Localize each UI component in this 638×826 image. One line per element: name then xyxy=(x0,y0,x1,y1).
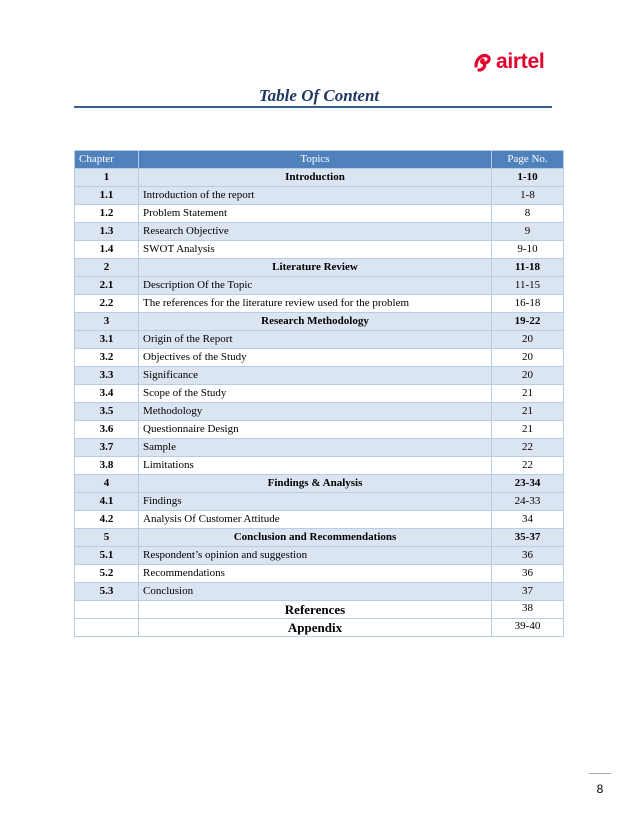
chapter-number: 1.3 xyxy=(75,223,139,241)
chapter-number: 5.2 xyxy=(75,565,139,583)
page-range: 20 xyxy=(492,367,564,385)
topic-row xyxy=(75,367,564,385)
topic-title: References xyxy=(139,601,492,619)
chapter-number: 4.1 xyxy=(75,493,139,511)
page-title: Table Of Content xyxy=(258,86,380,105)
page-range: 8 xyxy=(492,205,564,223)
chapter-number: 5.1 xyxy=(75,547,139,565)
chapter-number: 2 xyxy=(75,259,139,277)
page-range: 16-18 xyxy=(492,295,564,313)
topic-title: SWOT Analysis xyxy=(139,241,492,259)
topic-title: Conclusion xyxy=(139,583,492,601)
topic-row xyxy=(75,439,564,457)
topic-row xyxy=(75,277,564,295)
topic-title: Questionnaire Design xyxy=(139,421,492,439)
topic-row xyxy=(75,295,564,313)
page-range: 35-37 xyxy=(492,529,564,547)
chapter-row xyxy=(75,529,564,547)
title-underline xyxy=(74,106,552,108)
chapter-number: 3.7 xyxy=(75,439,139,457)
page-range: 34 xyxy=(492,511,564,529)
topic-title: Description Of the Topic xyxy=(139,277,492,295)
page-range: 1-10 xyxy=(492,169,564,187)
topic-row xyxy=(75,331,564,349)
topic-row xyxy=(75,457,564,475)
chapter-number: 3.1 xyxy=(75,331,139,349)
chapter-row xyxy=(75,259,564,277)
page-range: 21 xyxy=(492,385,564,403)
page-number-rule xyxy=(589,773,611,774)
page-range: 36 xyxy=(492,565,564,583)
chapter-number: 4 xyxy=(75,475,139,493)
chapter-number: 5 xyxy=(75,529,139,547)
topic-title: The references for the literature review used for the problem xyxy=(139,295,492,313)
page-range: 11-18 xyxy=(492,259,564,277)
chapter-row xyxy=(75,313,564,331)
chapter-number: 4.2 xyxy=(75,511,139,529)
topic-row xyxy=(75,385,564,403)
topic-title: Findings xyxy=(139,493,492,511)
topic-row xyxy=(75,205,564,223)
topic-row xyxy=(75,547,564,565)
chapter-number: 1 xyxy=(75,169,139,187)
page-range: 21 xyxy=(492,403,564,421)
page-range: 22 xyxy=(492,457,564,475)
page-range: 20 xyxy=(492,331,564,349)
chapter-number xyxy=(75,601,139,619)
page-range: 21 xyxy=(492,421,564,439)
topic-title: Recommendations xyxy=(139,565,492,583)
chapter-number xyxy=(75,619,139,637)
airtel-swirl-icon xyxy=(472,51,494,73)
page-range: 38 xyxy=(492,601,564,619)
page-range: 11-15 xyxy=(492,277,564,295)
chapter-number: 3.6 xyxy=(75,421,139,439)
topic-title: Significance xyxy=(139,367,492,385)
page-header: Page No. xyxy=(492,151,564,169)
chapter-number: 2.1 xyxy=(75,277,139,295)
chapter-number: 1.2 xyxy=(75,205,139,223)
page-range: 1-8 xyxy=(492,187,564,205)
topic-title: Research Objective xyxy=(139,223,492,241)
brand-name: airtel xyxy=(496,50,545,73)
reference-row xyxy=(75,601,564,619)
toc-table xyxy=(74,150,564,637)
topic-row xyxy=(75,493,564,511)
chapter-number: 2.2 xyxy=(75,295,139,313)
chapter-row xyxy=(75,169,564,187)
topic-title: Appendix xyxy=(139,619,492,637)
topic-row xyxy=(75,421,564,439)
page-range: 37 xyxy=(492,583,564,601)
chapter-number: 1.4 xyxy=(75,241,139,259)
topic-title: Objectives of the Study xyxy=(139,349,492,367)
reference-row xyxy=(75,619,564,637)
page-number: 8 xyxy=(596,782,604,796)
topic-title: Introduction xyxy=(139,169,492,187)
page-range: 23-34 xyxy=(492,475,564,493)
page-range: 22 xyxy=(492,439,564,457)
chapter-number: 1.1 xyxy=(75,187,139,205)
topic-row xyxy=(75,241,564,259)
chapter-number: 3 xyxy=(75,313,139,331)
topic-title: Methodology xyxy=(139,403,492,421)
chapter-row xyxy=(75,475,564,493)
topic-title: Origin of the Report xyxy=(139,331,492,349)
chapter-number: 3.2 xyxy=(75,349,139,367)
chapter-number: 3.4 xyxy=(75,385,139,403)
topic-title: Respondent’s opinion and suggestion xyxy=(139,547,492,565)
brand-logo xyxy=(472,49,544,75)
chapter-number: 3.8 xyxy=(75,457,139,475)
topic-title: Limitations xyxy=(139,457,492,475)
topic-title: Analysis Of Customer Attitude xyxy=(139,511,492,529)
toc-header-row xyxy=(75,151,564,169)
page-range: 24-33 xyxy=(492,493,564,511)
topic-row xyxy=(75,187,564,205)
page-range: 9-10 xyxy=(492,241,564,259)
chapter-header: Chapter xyxy=(75,151,139,169)
topic-row xyxy=(75,349,564,367)
page-range: 19-22 xyxy=(492,313,564,331)
page-range: 20 xyxy=(492,349,564,367)
topic-title: Research Methodology xyxy=(139,313,492,331)
topic-row xyxy=(75,223,564,241)
chapter-number: 3.3 xyxy=(75,367,139,385)
topic-title: Introduction of the report xyxy=(139,187,492,205)
page-range: 39-40 xyxy=(492,619,564,637)
topic-title: Conclusion and Recommendations xyxy=(139,529,492,547)
topics-header: Topics xyxy=(139,151,492,169)
topic-row xyxy=(75,583,564,601)
topic-row xyxy=(75,565,564,583)
topic-row xyxy=(75,403,564,421)
page-range: 36 xyxy=(492,547,564,565)
topic-title: Literature Review xyxy=(139,259,492,277)
page-range: 9 xyxy=(492,223,564,241)
topic-row xyxy=(75,511,564,529)
topic-title: Scope of the Study xyxy=(139,385,492,403)
chapter-number: 3.5 xyxy=(75,403,139,421)
topic-title: Sample xyxy=(139,439,492,457)
chapter-number: 5.3 xyxy=(75,583,139,601)
topic-title: Problem Statement xyxy=(139,205,492,223)
topic-title: Findings & Analysis xyxy=(139,475,492,493)
